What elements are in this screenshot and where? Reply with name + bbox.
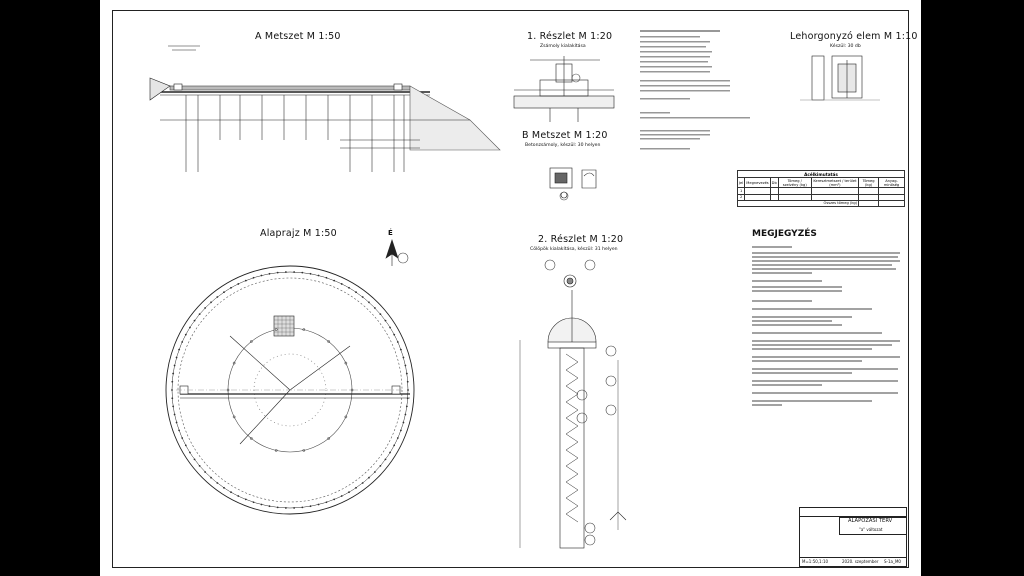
steel-total-empty <box>879 200 905 206</box>
pile-marker <box>318 504 320 506</box>
pile-marker <box>301 272 303 274</box>
pile-marker <box>185 444 187 446</box>
pile-marker <box>178 429 180 431</box>
reszlet1-title: 1. Részlet M 1:20 <box>527 31 613 42</box>
pile-marker <box>400 429 402 431</box>
alaprajz-drawing <box>166 266 414 514</box>
pile-marker <box>341 495 343 497</box>
pile-marker <box>393 444 395 446</box>
pile-marker <box>285 507 287 509</box>
pile-marker <box>223 291 225 293</box>
lehorgonyzo-title: Lehorgonyzó elem M 1:10 <box>790 31 918 42</box>
steel-cell: 2 <box>738 194 745 200</box>
pile-marker <box>362 296 364 298</box>
pile-marker <box>181 437 183 439</box>
pile-marker <box>253 501 255 503</box>
pile-marker <box>310 273 312 275</box>
pile-marker <box>405 365 407 367</box>
pile-marker <box>171 389 173 391</box>
pile-marker <box>326 277 328 279</box>
pile-marker <box>385 320 387 322</box>
reszlet2-subtitle: Cölöpök kialakítása, készül: 31 helyen <box>530 247 618 252</box>
pile-marker <box>318 275 320 277</box>
pile-marker <box>277 272 279 274</box>
pile-marker <box>348 287 350 289</box>
pile-marker <box>253 277 255 279</box>
reszlet2-title: 2. Részlet M 1:20 <box>538 234 624 245</box>
pile-marker <box>194 458 196 460</box>
reszlet1-subtitle: Zsámoly kialakítása <box>540 44 586 49</box>
pile-marker <box>310 505 312 507</box>
b-metszet-subtitle: Betonzsámoly, készül: 30 helyen <box>525 143 601 148</box>
steel-cell: 1 <box>738 188 745 194</box>
pile-marker <box>185 334 187 336</box>
reszlet2-drawing <box>520 275 626 548</box>
b-metszet-drawing <box>550 168 596 198</box>
north-label: É <box>388 229 393 237</box>
scale-label: M=1:50,1:10 <box>802 559 829 564</box>
pile-marker <box>199 313 201 315</box>
steel-col-header: Db <box>770 178 778 188</box>
a-metszet-drawing <box>150 46 500 172</box>
pile-marker <box>403 422 405 424</box>
reszlet1-drawing <box>514 56 614 122</box>
pile-marker <box>407 397 409 399</box>
date-label: 2020. szeptember <box>842 559 879 564</box>
steel-col-header: Tömeg (kg) <box>859 178 879 188</box>
pile-marker <box>333 499 335 501</box>
pile-marker <box>406 406 408 408</box>
pile-marker <box>176 422 178 424</box>
pile-marker <box>189 327 191 329</box>
title-block-header <box>799 507 907 517</box>
pile-marker <box>174 365 176 367</box>
pile-marker <box>397 437 399 439</box>
pile-marker <box>269 273 271 275</box>
steel-col-header: Keresztmetszet / terület (mm²) <box>811 178 858 188</box>
pile-marker <box>223 487 225 489</box>
pile-marker <box>379 313 381 315</box>
pile-marker <box>368 477 370 479</box>
pile-marker <box>355 291 357 293</box>
steel-total-value <box>859 200 879 206</box>
steel-col-header: Anyag-minőség <box>879 178 905 188</box>
pile-marker <box>326 501 328 503</box>
steel-col-header: Megnevezés <box>745 178 770 188</box>
pile-marker <box>379 465 381 467</box>
pile-marker <box>245 280 247 282</box>
steel-col-header: Jel <box>738 178 745 188</box>
pile-marker <box>216 482 218 484</box>
alaprajz-title: Alaprajz M 1:50 <box>260 228 337 239</box>
pile-marker <box>269 505 271 507</box>
pile-marker <box>374 307 376 309</box>
pile-marker <box>199 465 201 467</box>
pile-marker <box>176 357 178 359</box>
pile-marker <box>245 499 247 501</box>
pile-marker <box>237 283 239 285</box>
pile-marker <box>172 373 174 375</box>
pile-marker <box>171 381 173 383</box>
pile-marker <box>397 341 399 343</box>
pile-marker <box>293 507 295 509</box>
pile-marker <box>407 389 409 391</box>
pile-marker <box>178 349 180 351</box>
pile-marker <box>403 357 405 359</box>
pile-marker <box>174 414 176 416</box>
pile-marker <box>368 301 370 303</box>
notes-body <box>752 244 902 414</box>
lehorgonyzo-subtitle: Készül: 30 db <box>830 44 861 49</box>
pile-marker <box>230 287 232 289</box>
steel-table-title: Acélkimutatás <box>738 171 905 178</box>
steel-total-label: Összes tömeg (kg) <box>738 200 859 206</box>
pile-marker <box>210 477 212 479</box>
pile-marker <box>230 491 232 493</box>
pile-marker <box>405 414 407 416</box>
pile-marker <box>216 296 218 298</box>
annotation-strokes <box>640 30 750 150</box>
pile-marker <box>389 327 391 329</box>
pile-marker <box>204 307 206 309</box>
pile-marker <box>171 397 173 399</box>
pile-marker <box>181 341 183 343</box>
pile-marker <box>172 406 174 408</box>
pile-marker <box>237 495 239 497</box>
b-metszet-title: B Metszet M 1:20 <box>522 130 608 141</box>
a-metszet-title: A Metszet M 1:50 <box>255 31 341 42</box>
pile-marker <box>355 487 357 489</box>
north-arrow-icon <box>386 240 398 266</box>
pile-marker <box>285 271 287 273</box>
pile-marker <box>301 506 303 508</box>
project-title: ALAPOZÁSI TERV <box>848 518 893 524</box>
steel-table <box>737 170 905 207</box>
notes-title: MEGJEGYZÉS <box>752 229 817 239</box>
pile-marker <box>374 471 376 473</box>
pile-marker <box>194 320 196 322</box>
pile-marker <box>204 471 206 473</box>
pile-marker <box>277 506 279 508</box>
steel-col-header: Tömeg / szelvény (kg) <box>778 178 811 188</box>
project-variant: "a" változat <box>859 527 883 532</box>
pile-marker <box>400 349 402 351</box>
pile-marker <box>348 491 350 493</box>
pile-marker <box>406 373 408 375</box>
pile-marker <box>385 458 387 460</box>
sheet-number: S-1a_M0 <box>884 559 901 564</box>
pile-marker <box>362 482 364 484</box>
pile-marker <box>293 271 295 273</box>
pile-marker <box>333 280 335 282</box>
pile-marker <box>393 334 395 336</box>
pile-marker <box>389 452 391 454</box>
pile-marker <box>189 452 191 454</box>
pile-marker <box>261 504 263 506</box>
pile-marker <box>341 283 343 285</box>
pile-marker <box>407 381 409 383</box>
pile-marker <box>261 275 263 277</box>
lehorgonyzo-drawing <box>800 56 880 100</box>
pile-marker <box>210 301 212 303</box>
